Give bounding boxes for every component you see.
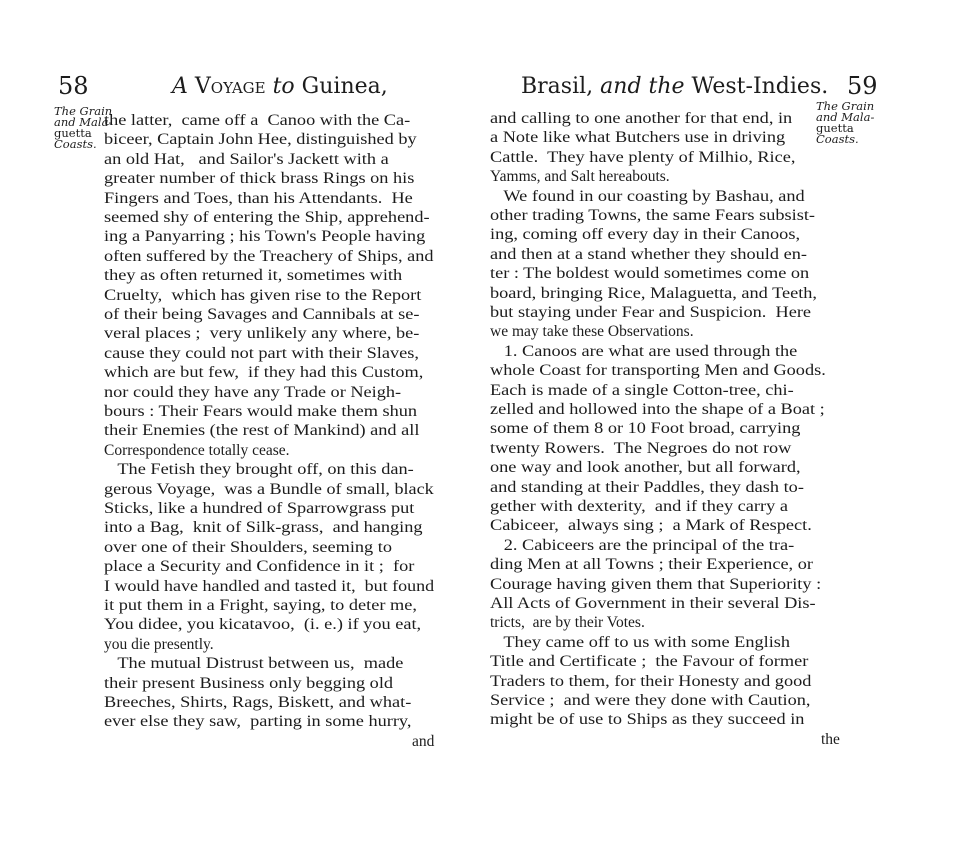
text-line: 1. Canoos are what are used through the — [490, 342, 798, 360]
text-line: biceer, Captain John Hee, distinguished by — [104, 131, 417, 149]
text-line: we may take these Observations. — [490, 323, 694, 341]
text-line: they as often returned it, sometimes with — [104, 267, 403, 285]
text-line: whole Coast for transporting Men and Goods. — [490, 362, 826, 380]
text-line: gether with dexterity, and if they carry a — [490, 498, 788, 515]
text-line: The Fetish they brought off, on this dan- — [104, 461, 414, 479]
text-line: twenty Rowers. The Negroes do not row — [490, 439, 792, 457]
text-line: their present Business only begging old — [104, 674, 394, 692]
text-line: often suffered by the Treachery of Ships, and — [104, 247, 434, 265]
text-line: Title and Certificate ; the Favour of former — [490, 653, 809, 671]
text-line: might be of use to Ships as they succeed in — [490, 711, 805, 729]
running-title: Brasil, and the West-Indies. — [521, 74, 829, 99]
text-line: Each is made of a single Cotton-tree, chi- — [490, 381, 794, 399]
text-line: Courage having given them that Superiority : — [490, 575, 822, 593]
text-line: the latter, came off a Canoo with the Ca- — [104, 112, 411, 129]
text-line: and — [412, 732, 435, 750]
text-line: ter : The boldest would sometimes come on — [490, 265, 810, 283]
text-line: Cabiceer, always sing ; a Mark of Respect. — [490, 517, 812, 535]
text-line: Yamms, and Salt hereabouts. — [490, 168, 670, 186]
text-line: and then at a stand whether they should en- — [490, 245, 807, 263]
text-line: ever else they saw, parting in some hurry, — [104, 713, 412, 731]
text-line: greater number of thick brass Rings on his — [104, 170, 415, 188]
text-line: Cruelty, which has given rise to the Report — [104, 286, 422, 304]
text-line: You didee, you kicatavoo, (i. e.) if you eat, — [104, 616, 422, 634]
text-line: some of them 8 or 10 Foot broad, carrying — [490, 420, 801, 438]
text-line: over one of their Shoulders, seeming to — [104, 538, 393, 556]
text-line: which are but few, if they had this Custom, — [104, 364, 424, 382]
text-line: bours : Their Fears would make them shun — [104, 403, 418, 420]
text-line: cause they could not part with their Slaves, — [104, 344, 419, 362]
text-line: their Enemies (the rest of Mankind) and all — [104, 422, 420, 440]
text-line: Fingers and Toes, than his Attendants. He — [104, 189, 413, 207]
text-line: All Acts of Government in their several Dis- — [490, 595, 816, 612]
text-line: The mutual Distrust between us, made — [104, 655, 404, 673]
text-line: I would have handled and tasted it, but found — [104, 577, 435, 595]
page-number: 59 — [847, 72, 878, 100]
text-line: the — [821, 730, 840, 748]
text-line: into a Bag, knit of Silk-grass, and hanging — [104, 519, 423, 537]
text-line: veral places ; very unlikely any where, be- — [104, 325, 420, 343]
text-line: it put them in a Fright, saying, to deter me, — [104, 597, 417, 614]
text-line: of their being Savages and Cannibals at se- — [104, 306, 420, 323]
margin-note: The Grain and Mala- guetta Coasts. — [54, 104, 113, 151]
text-line: zelled and hollowed into the shape of a Boat ; — [490, 401, 825, 418]
text-line: nor could they have any Trade or Neigh- — [104, 383, 402, 401]
text-line: you die presently. — [104, 635, 214, 653]
text-line: ing a Panyarring ; his Town's People having — [104, 228, 426, 246]
text-line: Cattle. They have plenty of Milhio, Rice, — [490, 148, 796, 166]
right-page — [490, 0, 980, 850]
text-line: a Note like what Butchers use in driving — [490, 129, 786, 147]
text-line: Correspondence totally cease. — [104, 441, 290, 459]
text-line: other trading Towns, the same Fears subsist- — [490, 207, 816, 224]
text-line: and standing at their Paddles, they dash to- — [490, 478, 804, 496]
text-line: Sticks, like a hundred of Sparrowgrass put — [104, 500, 415, 517]
text-line: gerous Voyage, was a Bundle of small, black — [104, 480, 434, 498]
text-line: and calling to one another for that end, in — [490, 110, 793, 127]
text-line: Traders to them, for their Honesty and good — [490, 672, 812, 690]
text-line: ding Men at all Towns ; their Experience, or — [490, 556, 813, 574]
text-line: Service ; and were they done with Caution, — [490, 692, 811, 709]
text-line: place a Security and Confidence in it ; for — [104, 558, 415, 576]
text-line: 2. Cabiceers are the principal of the tra- — [490, 536, 795, 554]
text-line: board, bringing Rice, Malaguetta, and Teeth, — [490, 284, 818, 302]
text-line: ing, coming off every day in their Canoos, — [490, 226, 801, 244]
text-line: an old Hat, and Sailor's Jackett with a — [104, 150, 389, 168]
margin-note: The Grain and Mala- guetta Coasts. — [816, 99, 875, 146]
text-line: but staying under Fear and Suspicion. Here — [490, 304, 812, 321]
text-line: one way and look another, but all forward, — [490, 459, 801, 477]
text-line: They came off to us with some English — [490, 633, 791, 651]
page-number: 58 — [58, 72, 89, 100]
text-line: seemed shy of entering the Ship, apprehend- — [104, 209, 430, 226]
text-line: Breeches, Shirts, Rags, Biskett, and what- — [104, 694, 412, 711]
text-line: tricts, are by their Votes. — [490, 614, 645, 632]
running-title: A Voyage to Guinea, — [172, 74, 388, 99]
text-line: We found in our coasting by Bashau, and — [490, 187, 805, 205]
